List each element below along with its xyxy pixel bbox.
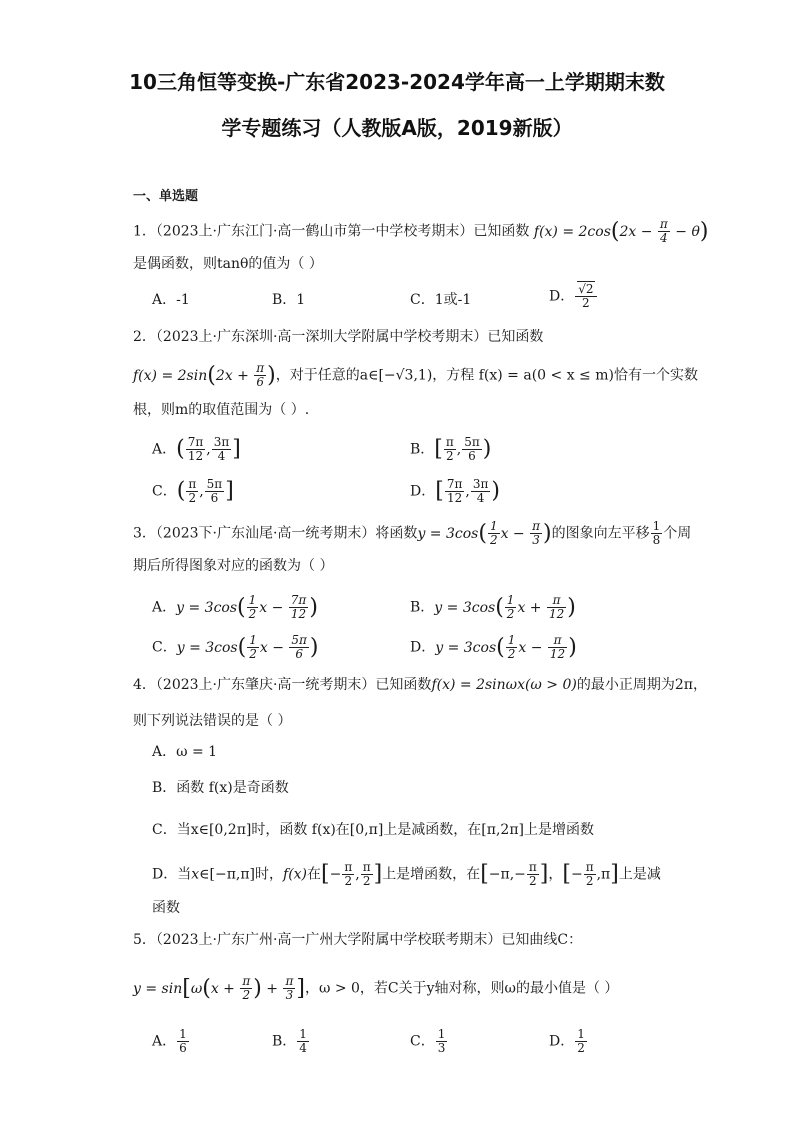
q5-formula: y = sin[ω(x + $\frac{\pi}{2}$ ) + $\frac{\pi}{3}$ ] xyxy=(133,974,305,1002)
q4-stem-tail: 的最小正周期为2π， xyxy=(576,677,707,693)
q5-stem-line2 xyxy=(133,975,618,1002)
q5-option-b: B． $\frac{1}{4}$ xyxy=(272,1027,307,1055)
q5-stem: 5．（2023上·广东广州·高一广州大学附属中学校联考期末）已知曲线C： xyxy=(133,932,583,948)
q1-option-c: C．1或-1 xyxy=(410,292,472,308)
q1-stem xyxy=(133,218,708,245)
q5-option-d: D． $\frac{1}{2}$ xyxy=(549,1027,585,1055)
q1-option-b: B．1 xyxy=(272,292,306,308)
q2-option-a: A．( $\frac{7\pi}{12}$ , $\frac{3\pi}{4}$ ] xyxy=(152,435,241,463)
q4-stem-text: 4．（2023上·广东肇庆·高一统考期末）已知函数 xyxy=(133,677,432,693)
q2-stem: 2．（2023上·广东深圳·高一深圳大学附属中学校考期末）已知函数 xyxy=(133,329,544,345)
q4-formula: f(x) = 2sinωx(ω > 0) xyxy=(431,677,577,693)
q3-stem-line2: 期后所得图象对应的函数为（ ） xyxy=(133,558,334,574)
q2-stem-line2-text: ，对于任意的a∈[−√3,1)，方程 f(x) = a(0 < x ≤ m)恰有一个实数 xyxy=(275,367,698,384)
q4-option-c: C．当x∈[0,2π]时，函数 f(x)在[0,π]上是减函数，在[π,2π]上是增函数 xyxy=(152,822,594,838)
q3-stem: 3．（2023下·广东汕尾·高一统考期末）将函数y = 3cos( $\frac{1}{2}$ x − $\frac{\pi}{3}$ )的图象向左平移 $\frac{1}{8}$ 个周 xyxy=(133,519,692,547)
q4-option-a: A．ω = 1 xyxy=(152,744,218,760)
q5-option-a: A． $\frac{1}{6}$ xyxy=(152,1027,187,1055)
q1-option-a: A．-1 xyxy=(152,292,190,308)
q2-formula: f(x) = 2sin(2x + $\frac{\pi}{6}$ ) xyxy=(133,361,276,389)
q3-formula: y = 3cos( $\frac{1}{2}$ x − $\frac{\pi}{3}$ ) xyxy=(417,519,552,547)
q1-stem-text: 1．（2023上·广东江门·高一鹤山市第一中学校考期末）已知函数 xyxy=(133,223,530,240)
q2-option-d: D．[ $\frac{7\pi}{12}$ , $\frac{3\pi}{4}$ ) xyxy=(410,477,500,505)
q2-option-c: C．( $\frac{\pi}{2}$ , $\frac{5\pi}{6}$ ] xyxy=(152,477,234,505)
q3-option-b: B．y = 3cos( $\frac{1}{2}$ x + $\frac{\pi}{12}$ ) xyxy=(410,593,576,621)
q4-stem-line2: 则下列说法错误的是（ ） xyxy=(133,713,292,729)
q1-stem-line2: 是偶函数，则tanθ的值为（ ） xyxy=(133,256,323,272)
section-heading: 一、单选题 xyxy=(133,189,199,204)
q3-option-d: D．y = 3cos( $\frac{1}{2}$ x − $\frac{\pi}{12}$ ) xyxy=(410,633,577,661)
q1-formula: f(x) = 2cos(2x − $\frac{\pi}{4}$ − θ) xyxy=(533,217,709,245)
q5-stem-line2-text: ，ω > 0，若C关于y轴对称，则ω的最小值是（ ） xyxy=(304,980,619,997)
q3-option-c: C．y = 3cos( $\frac{1}{2}$ x − $\frac{5\pi}{6}$ ) xyxy=(152,633,319,661)
q2-stem-line3: 根，则m的取值范围为（ ）. xyxy=(133,402,310,418)
doc-title-line2: 学专题练习（人教版A版，2019新版） xyxy=(221,116,573,140)
q2-stem-line2 xyxy=(133,362,698,389)
q1-option-d: D． $\frac{√2}{2}$ xyxy=(549,283,598,310)
doc-title-line1: 10三角恒等变换-广东省2023-2024学年高一上学期期末数 xyxy=(129,70,665,94)
q4-stem xyxy=(133,675,707,695)
q4-option-d: D．当x∈[−π,π]时，f(x)在[− $\frac{\pi}{2}$ , $\frac{\pi}{2}$ ]上是增函数，在[−π,− $\frac{\pi}{2}$ ]，[− $\frac{\pi}{2}$ ,π]上是减 xyxy=(152,860,661,888)
q3-option-a: A．y = 3cos( $\frac{1}{2}$ x − $\frac{7\pi}{12}$ ) xyxy=(152,593,318,621)
q2-option-b: B．[ $\frac{\pi}{2}$ , $\frac{5\pi}{6}$ ) xyxy=(410,435,492,463)
q4-option-b: B．函数 f(x)是奇函数 xyxy=(152,780,289,796)
q4-option-d-cont: 函数 xyxy=(152,900,180,916)
q3-stem-text: 3．（2023下·广东汕尾·高一统考期末）将函数 xyxy=(133,525,418,542)
q5-option-c: C． $\frac{1}{3}$ xyxy=(410,1027,446,1055)
